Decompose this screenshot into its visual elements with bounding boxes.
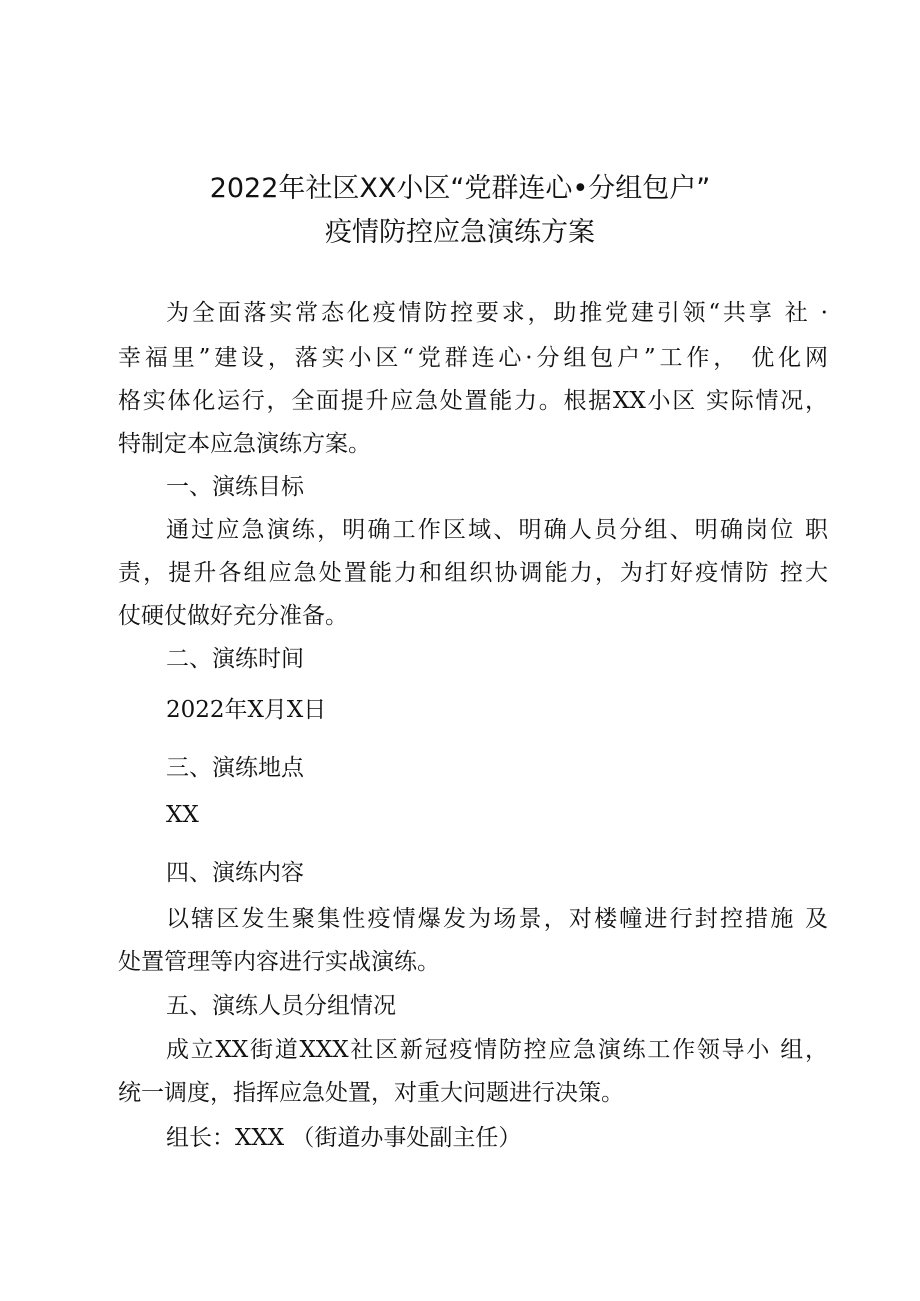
leader-line: 组长：XXX （街道办事处副主任）	[166, 1125, 522, 1151]
document-title-line-1: 2022年社区XX小区“党群连心•分组包户”	[209, 173, 711, 204]
section-2-body: 2022年X月X日	[166, 697, 327, 723]
section-5-heading: 五、演练人员分组情况	[166, 993, 396, 1019]
section-3-body: XX	[166, 802, 199, 828]
section-1-line-2: 责，提升各组应急处置能力和组织协调能力，为打好疫情防 控大	[118, 560, 828, 586]
intro-line-2: 幸福里”建设，落实小区“党群连心·分组包户”工作， 优化网	[118, 345, 828, 371]
intro-line-1: 为全面落实常态化疫情防控要求，助推党建引领“共享 社 ·	[166, 300, 828, 326]
document-title-line-2: 疫情防控应急演练方案	[325, 217, 595, 248]
section-5-line-1: 成立XX街道XXX社区新冠疫情防控应急演练工作领导小 组，	[166, 1037, 828, 1063]
section-1-line-3: 仗硬仗做好充分准备。	[118, 603, 348, 629]
section-2-heading: 二、演练时间	[166, 646, 304, 672]
section-4-line-2: 处置管理等内容进行实战演练。	[118, 949, 440, 975]
section-1-heading: 一、演练目标	[166, 474, 304, 500]
intro-line-3: 格实体化运行，全面提升应急处置能力。根据XX小区 实际情况，	[118, 388, 828, 414]
section-3-heading: 三、演练地点	[166, 755, 304, 781]
section-1-line-1: 通过应急演练，明确工作区域、明确人员分组、明确岗位 职	[166, 517, 828, 543]
section-4-line-1: 以辖区发生聚集性疫情爆发为场景，对楼幢进行封控措施 及	[166, 906, 828, 932]
section-5-line-2: 统一调度，指挥应急处置，对重大问题进行决策。	[118, 1080, 624, 1106]
intro-line-4: 特制定本应急演练方案。	[118, 431, 371, 457]
section-4-heading: 四、演练内容	[166, 860, 304, 886]
